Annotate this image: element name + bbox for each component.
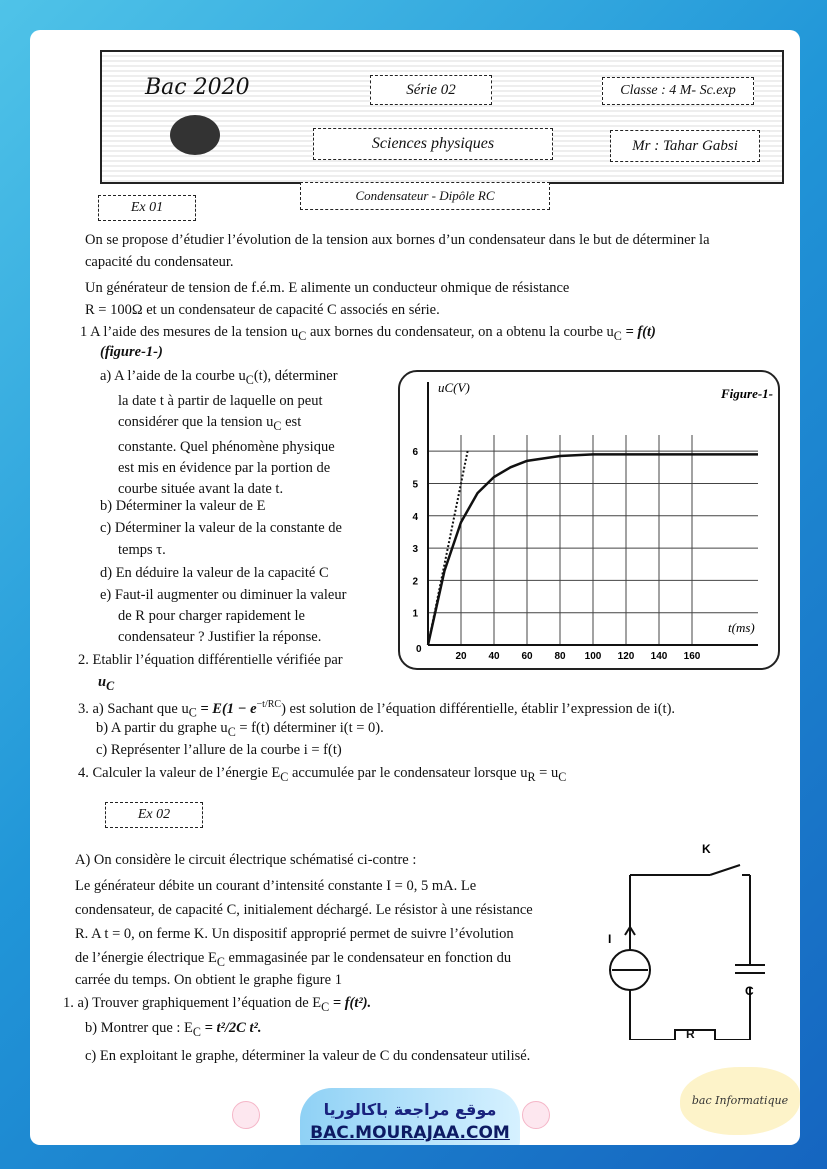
signature-badge: bac Informatique [680, 1067, 800, 1135]
q3a-3: −t/RC [256, 699, 282, 710]
ex1-q3a: 3. a) Sachant que $u_C = E(1 - e^{-t/RC})$ est solution de l’équation différentielle, établir l’expression de i(t). [78, 699, 676, 720]
ex1-qc-1: c) Déterminer la valeur de la constante de [100, 520, 342, 536]
qa-line-4: est [285, 413, 302, 430]
l7-a: 1. a) Trouver graphiquement l’équation de E [63, 995, 322, 1011]
ex1-intro-4: R = 100Ω et un condensateur de capacité C associés en série. [85, 302, 440, 318]
qa-line-7: courbe située avant la date t. [118, 480, 284, 497]
qa-line-1: (t), déterminer [253, 368, 338, 384]
emblem-icon [170, 115, 220, 155]
circuit-k: K [702, 842, 711, 856]
l8-a: b) Montrer que : E [85, 1020, 193, 1036]
y-tick-label: 3 [412, 544, 418, 556]
ex1-q1-b: aux bornes du condensateur, on a obtenu la courbe u [309, 324, 614, 340]
q2-uc: u [98, 674, 107, 690]
exam-page [30, 30, 800, 1145]
x-tick-label: 60 [521, 651, 533, 662]
ex1-qe-1: e) Faut-il augmenter ou diminuer la valeur [100, 587, 347, 603]
site-arabic-name: موقع مراجعة باكالوريا [323, 1100, 497, 1119]
ex2-line-7: 1. a) Trouver graphiquement l’équation de $E_C = f(t^2)$. [63, 995, 372, 1014]
ex2-line-2: Le générateur débite un courant d’intensité constante I = 0, 5 mA. Le [75, 878, 477, 894]
x-tick-label: 100 [584, 651, 602, 662]
ex2-line-1: A) On considère le circuit électrique schématisé ci-contre : [75, 852, 417, 868]
prof-box: Mr : Tahar Gabsi [610, 130, 760, 162]
site-banner[interactable] [300, 1088, 520, 1145]
circuit-c: C [745, 984, 754, 998]
q4-1: 4. Calculer la valeur de l’énergie E [78, 765, 281, 781]
x-tick-label: 80 [554, 651, 566, 662]
q3a-4: ) est solution de l’équation différentielle, établir l’expression de i(t). [281, 700, 676, 717]
ex1-q4: 4. Calculer la valeur de l’énergie $E_C$ accumulée par le condensateur lorsque $u_R = u_C$ [78, 765, 567, 784]
ex1-q3b: b) A partir du graphe $u_C = f(t)$ déterminer i(t = 0). [96, 720, 384, 739]
ex2-line-3: condensateur, de capacité C, initialement déchargé. Le résistor à une résistance [75, 902, 533, 918]
q3b-2: = f(t) déterminer i(t = 0). [239, 720, 384, 736]
ex1-qd: d) En déduire la valeur de la capacité C [100, 565, 329, 581]
ex1-q2-b: $u_C$ [98, 674, 115, 693]
l5-b: emmagasinée par le condensateur en fonction du [228, 950, 512, 966]
ex1-intro-3: Un générateur de tension de f.é.m. E alimente un conducteur ohmique de résistance [85, 280, 570, 296]
ex1-qe-3: condensateur ? Justifier la réponse. [118, 629, 322, 645]
circuit-diagram [590, 835, 790, 1040]
y-tick-label: 6 [412, 447, 418, 459]
ex1-qe-2: de R pour charger rapidement le [118, 608, 305, 624]
x-tick-label: 40 [488, 651, 500, 662]
qa-line-3: considérer que la tension u [118, 413, 274, 430]
ex1-q1: 1 A l’aide des mesures de la tension $u_C$ aux bornes du condensateur, on a obtenu la courbe $u_C = f(t)$ [80, 324, 656, 343]
chart-title: Figure-1- [721, 386, 773, 401]
qa-line-2: la date t à partir de laquelle on peut [118, 392, 323, 409]
site-logo-left-icon [232, 1101, 260, 1129]
x-tick-label: 20 [455, 651, 467, 662]
serie-box: Série 02 [370, 75, 492, 105]
l7-b: = f(t²). [332, 995, 372, 1011]
chart-ylabel: uC(V) [438, 380, 470, 395]
y-tick-label: 5 [412, 479, 418, 491]
chart-origin: 0 [416, 644, 422, 655]
q4-3: = u [539, 765, 559, 781]
site-logo-right-icon [522, 1101, 550, 1129]
ex1-qc-2: temps τ. [118, 542, 166, 558]
theme-box: Condensateur - Dipôle RC [300, 182, 550, 210]
qa-line-6: est mis en évidence par la portion de [118, 459, 331, 476]
y-tick-label: 1 [412, 608, 418, 620]
ex2-line-5: de l’énergie électrique $E_C$ emmagasinée par le condensateur en fonction du [75, 950, 512, 969]
ex1-intro-1: On se propose d’étudier l’évolution de la tension aux bornes d’un condensateur dans le but de déterminer la [85, 232, 710, 248]
qa-line-0: a) A l’aide de la courbe u [100, 368, 246, 384]
ex1-q1-c: = f(t) [625, 324, 656, 340]
figure-1-chart [398, 370, 780, 670]
q4-2: accumulée par le condensateur lorsque u [291, 765, 528, 781]
ex2-title: Ex 02 [105, 802, 203, 828]
ex1-qa: a) A l’aide de la courbe $u_C(t)$, déterminer la date t à partir de laquelle on peut considérer que la tension $u_C$ est constante. Quel phénomène physique est mis en évidence par la portion de courbe située avant la date t. [100, 366, 338, 500]
ex2-line-6: carrée du temps. On obtient le graphe figure 1 [75, 972, 342, 988]
x-tick-label: 140 [650, 651, 668, 662]
qa-line-5: constante. Quel phénomène physique [118, 438, 335, 455]
ex1-q2: 2. Etablir l’équation différentielle vérifiée par [78, 652, 343, 668]
x-tick-label: 160 [683, 651, 701, 662]
ex1-q3c: c) Représenter l’allure de la courbe i = f(t) [96, 742, 342, 758]
y-tick-label: 2 [412, 576, 418, 588]
chart-xlabel: t(ms) [728, 620, 755, 635]
ex1-q1-a: 1 A l’aide des mesures de la tension u [80, 324, 299, 340]
q3b-1: b) A partir du graphe u [96, 720, 228, 736]
circuit-r-label: R [686, 1027, 695, 1041]
ex1-intro-2: capacité du condensateur. [85, 254, 234, 270]
circuit-i: I [608, 932, 612, 946]
l5-a: de l’énergie électrique E [75, 950, 217, 966]
y-tick-label: 4 [412, 511, 418, 523]
classe-box: Classe : 4 M- Sc.exp [602, 77, 754, 105]
ex1-q1-fig: (figure-1-) [100, 344, 163, 360]
site-url-link[interactable]: BAC.MOURAJAA.COM [310, 1123, 510, 1143]
ex1-qb: b) Déterminer la valeur de E [100, 498, 266, 514]
ex2-line-4: R. A t = 0, on ferme K. Un dispositif approprié permet de suivre l’évolution [75, 926, 514, 942]
matiere-box: Sciences physiques [313, 128, 553, 160]
q3a-2: = E(1 − e [200, 700, 257, 717]
x-tick-label: 120 [617, 651, 635, 662]
header-title-bac: Bac 2020 [145, 75, 250, 100]
ex1-title: Ex 01 [98, 195, 196, 221]
ex2-line-8: b) Montrer que : $E_C = t^2/2C$ t². [85, 1020, 262, 1039]
q3a-1: 3. a) Sachant que u [78, 700, 189, 717]
l8-b: = t²/2C t². [204, 1020, 262, 1036]
ex2-line-9: c) En exploitant le graphe, déterminer la valeur de C du condensateur utilisé. [85, 1048, 531, 1064]
